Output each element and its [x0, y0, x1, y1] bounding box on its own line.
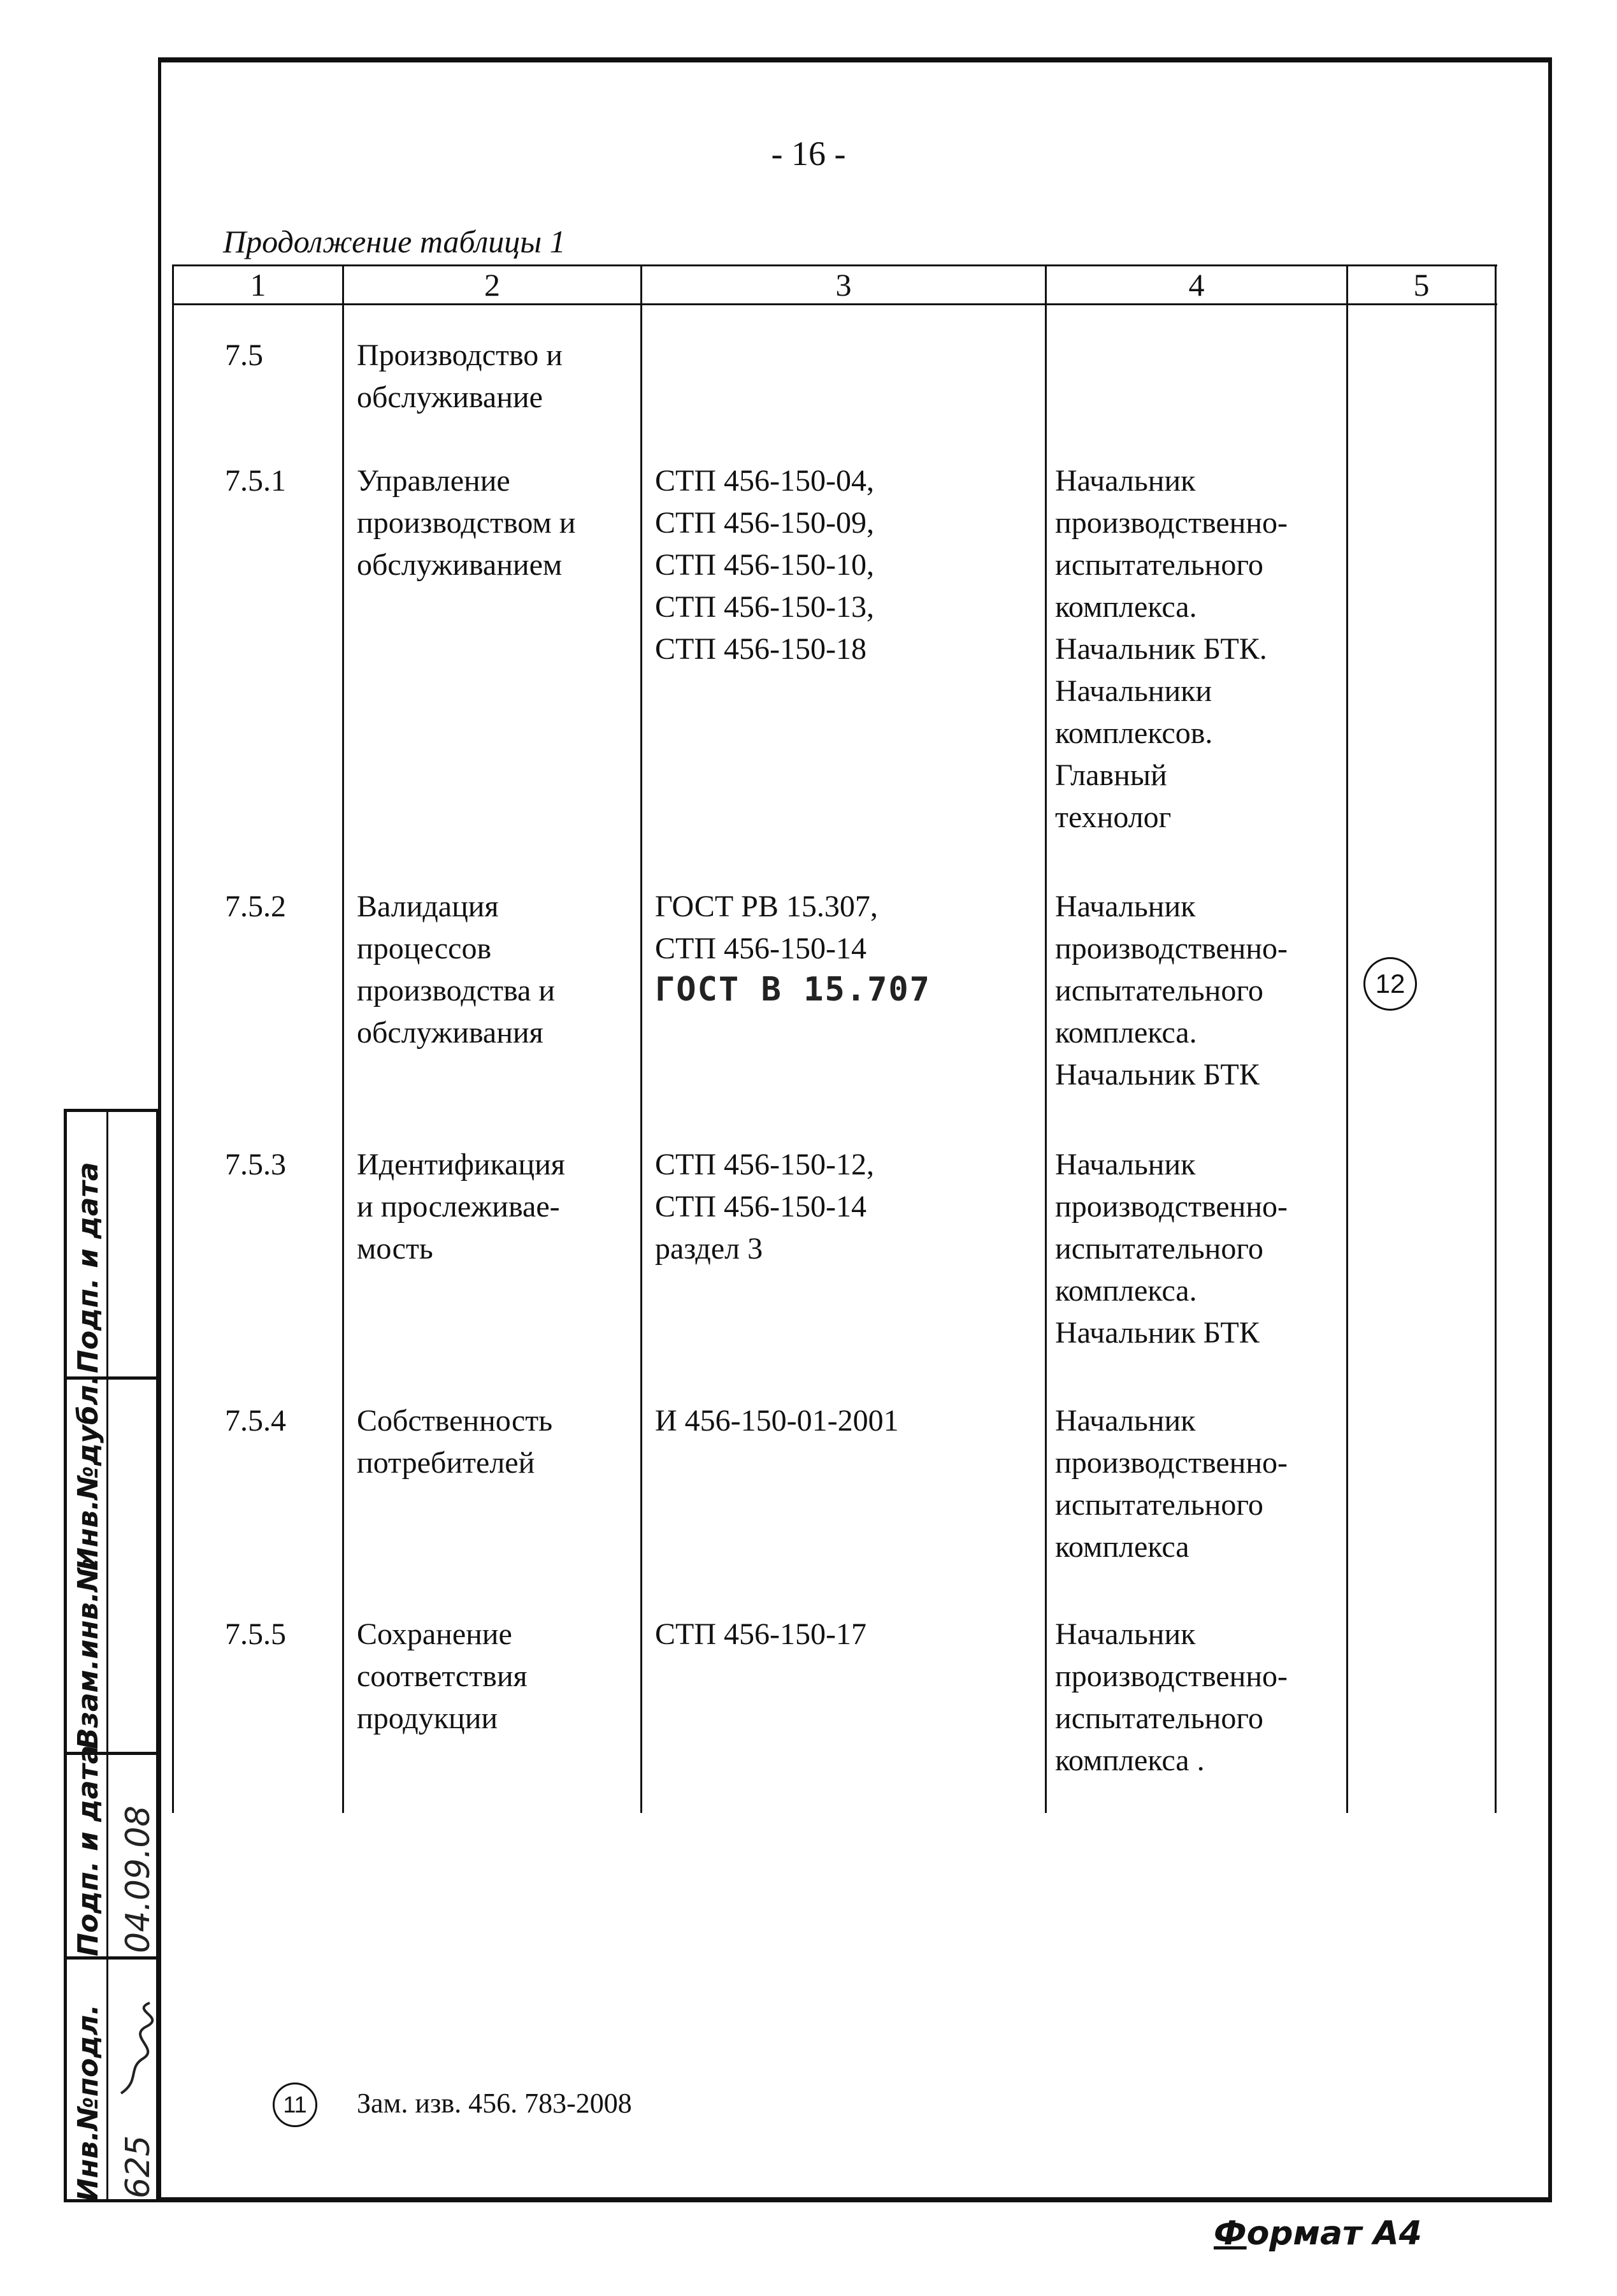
- side-label-vzam-inv: Взам.инв.№: [72, 1557, 104, 1749]
- table-header-1: 1: [250, 267, 266, 303]
- change-mark-circle: 11: [273, 2083, 317, 2127]
- row-title: Производство и обслуживание: [357, 338, 563, 414]
- handwritten-stamp-text: ГОСТ В 15.707: [655, 971, 931, 1009]
- row-number: 7.5.5: [225, 1617, 286, 1651]
- side-label-podp-data-2: Подп. и дата: [72, 1162, 104, 1373]
- row-title: Сохранение соответствия продукции: [357, 1617, 528, 1735]
- row-number: 7.5.4: [225, 1404, 286, 1438]
- row-title: Валидация процессов производства и обслуживания: [357, 890, 556, 1050]
- table-caption: Продолжение таблицы 1: [223, 224, 566, 259]
- row-title: Управление производством и обслуживанием: [357, 464, 576, 582]
- row-number: 7.5.1: [225, 464, 286, 498]
- row-number: 7.5: [225, 338, 263, 372]
- signature-icon: [115, 1998, 159, 2100]
- row-responsible: Начальник производственно- испытательного комплекса: [1055, 1404, 1288, 1564]
- row-documents: СТП 456-150-12, СТП 456-150-14 раздел 3: [655, 1148, 874, 1266]
- table-header-3: 3: [835, 267, 852, 303]
- row-documents: ГОСТ РВ 15.307, СТП 456-150-14: [655, 890, 878, 965]
- format-label-prefix: Ф: [1214, 2214, 1247, 2253]
- side-label-inv-podl: Инв.№подл.: [72, 2004, 104, 2202]
- format-label: [1214, 2214, 1422, 2253]
- row-responsible: Начальник производственно- испытательного комплекса. Начальник БТК: [1055, 890, 1288, 1092]
- row-number: 7.5.3: [225, 1148, 286, 1181]
- side-label-podp-data: Подп. и дата: [72, 1745, 104, 1956]
- handwritten-date: 04.09.08: [119, 1805, 157, 1953]
- side-strip-divider: [67, 1956, 156, 1960]
- row-responsible: Начальник производственно- испытательного комплекса. Начальник БТК: [1055, 1148, 1288, 1350]
- table-header-4: 4: [1188, 267, 1205, 303]
- change-mark-circle: 12: [1363, 957, 1417, 1011]
- table-header-5: 5: [1413, 267, 1430, 303]
- change-note: Зам. изв. 456. 783-2008: [357, 2088, 632, 2119]
- side-stamp-strip: [64, 1109, 159, 2202]
- col-border-3: [1045, 264, 1047, 1813]
- row-responsible: Начальник производственно- испытательного комплекса. Начальник БТК. Начальники комплексов. Главный технолог: [1055, 464, 1288, 834]
- row-number: 7.5.2: [225, 890, 286, 923]
- col-border-0: [172, 264, 174, 1813]
- side-strip-divider: [106, 1112, 108, 2199]
- row-title: Собственность потребителей: [357, 1404, 553, 1480]
- header-bottom-border: [172, 303, 1497, 305]
- col-border-1: [342, 264, 344, 1813]
- format-label-rest: ормат А4: [1246, 2214, 1422, 2253]
- row-documents: СТП 456-150-04, СТП 456-150-09, СТП 456-150-10, СТП 456-150-13, СТП 456-150-18: [655, 464, 874, 666]
- handwritten-inv-number: 625: [119, 2135, 157, 2199]
- table-header-2: 2: [484, 267, 500, 303]
- row-title: Идентификация и прослеживае- мость: [357, 1148, 565, 1266]
- row-documents: СТП 456-150-17: [655, 1617, 866, 1651]
- row-responsible: Начальник производственно- испытательного комплекса .: [1055, 1617, 1288, 1777]
- page-number: - 16 -: [771, 134, 846, 173]
- row-documents: И 456-150-01-2001: [655, 1404, 899, 1438]
- side-label-inv-dubl: Инв.№дубл.: [72, 1374, 104, 1571]
- col-border-4: [1346, 264, 1348, 1813]
- col-border-5: [1495, 264, 1497, 1813]
- col-border-2: [640, 264, 642, 1813]
